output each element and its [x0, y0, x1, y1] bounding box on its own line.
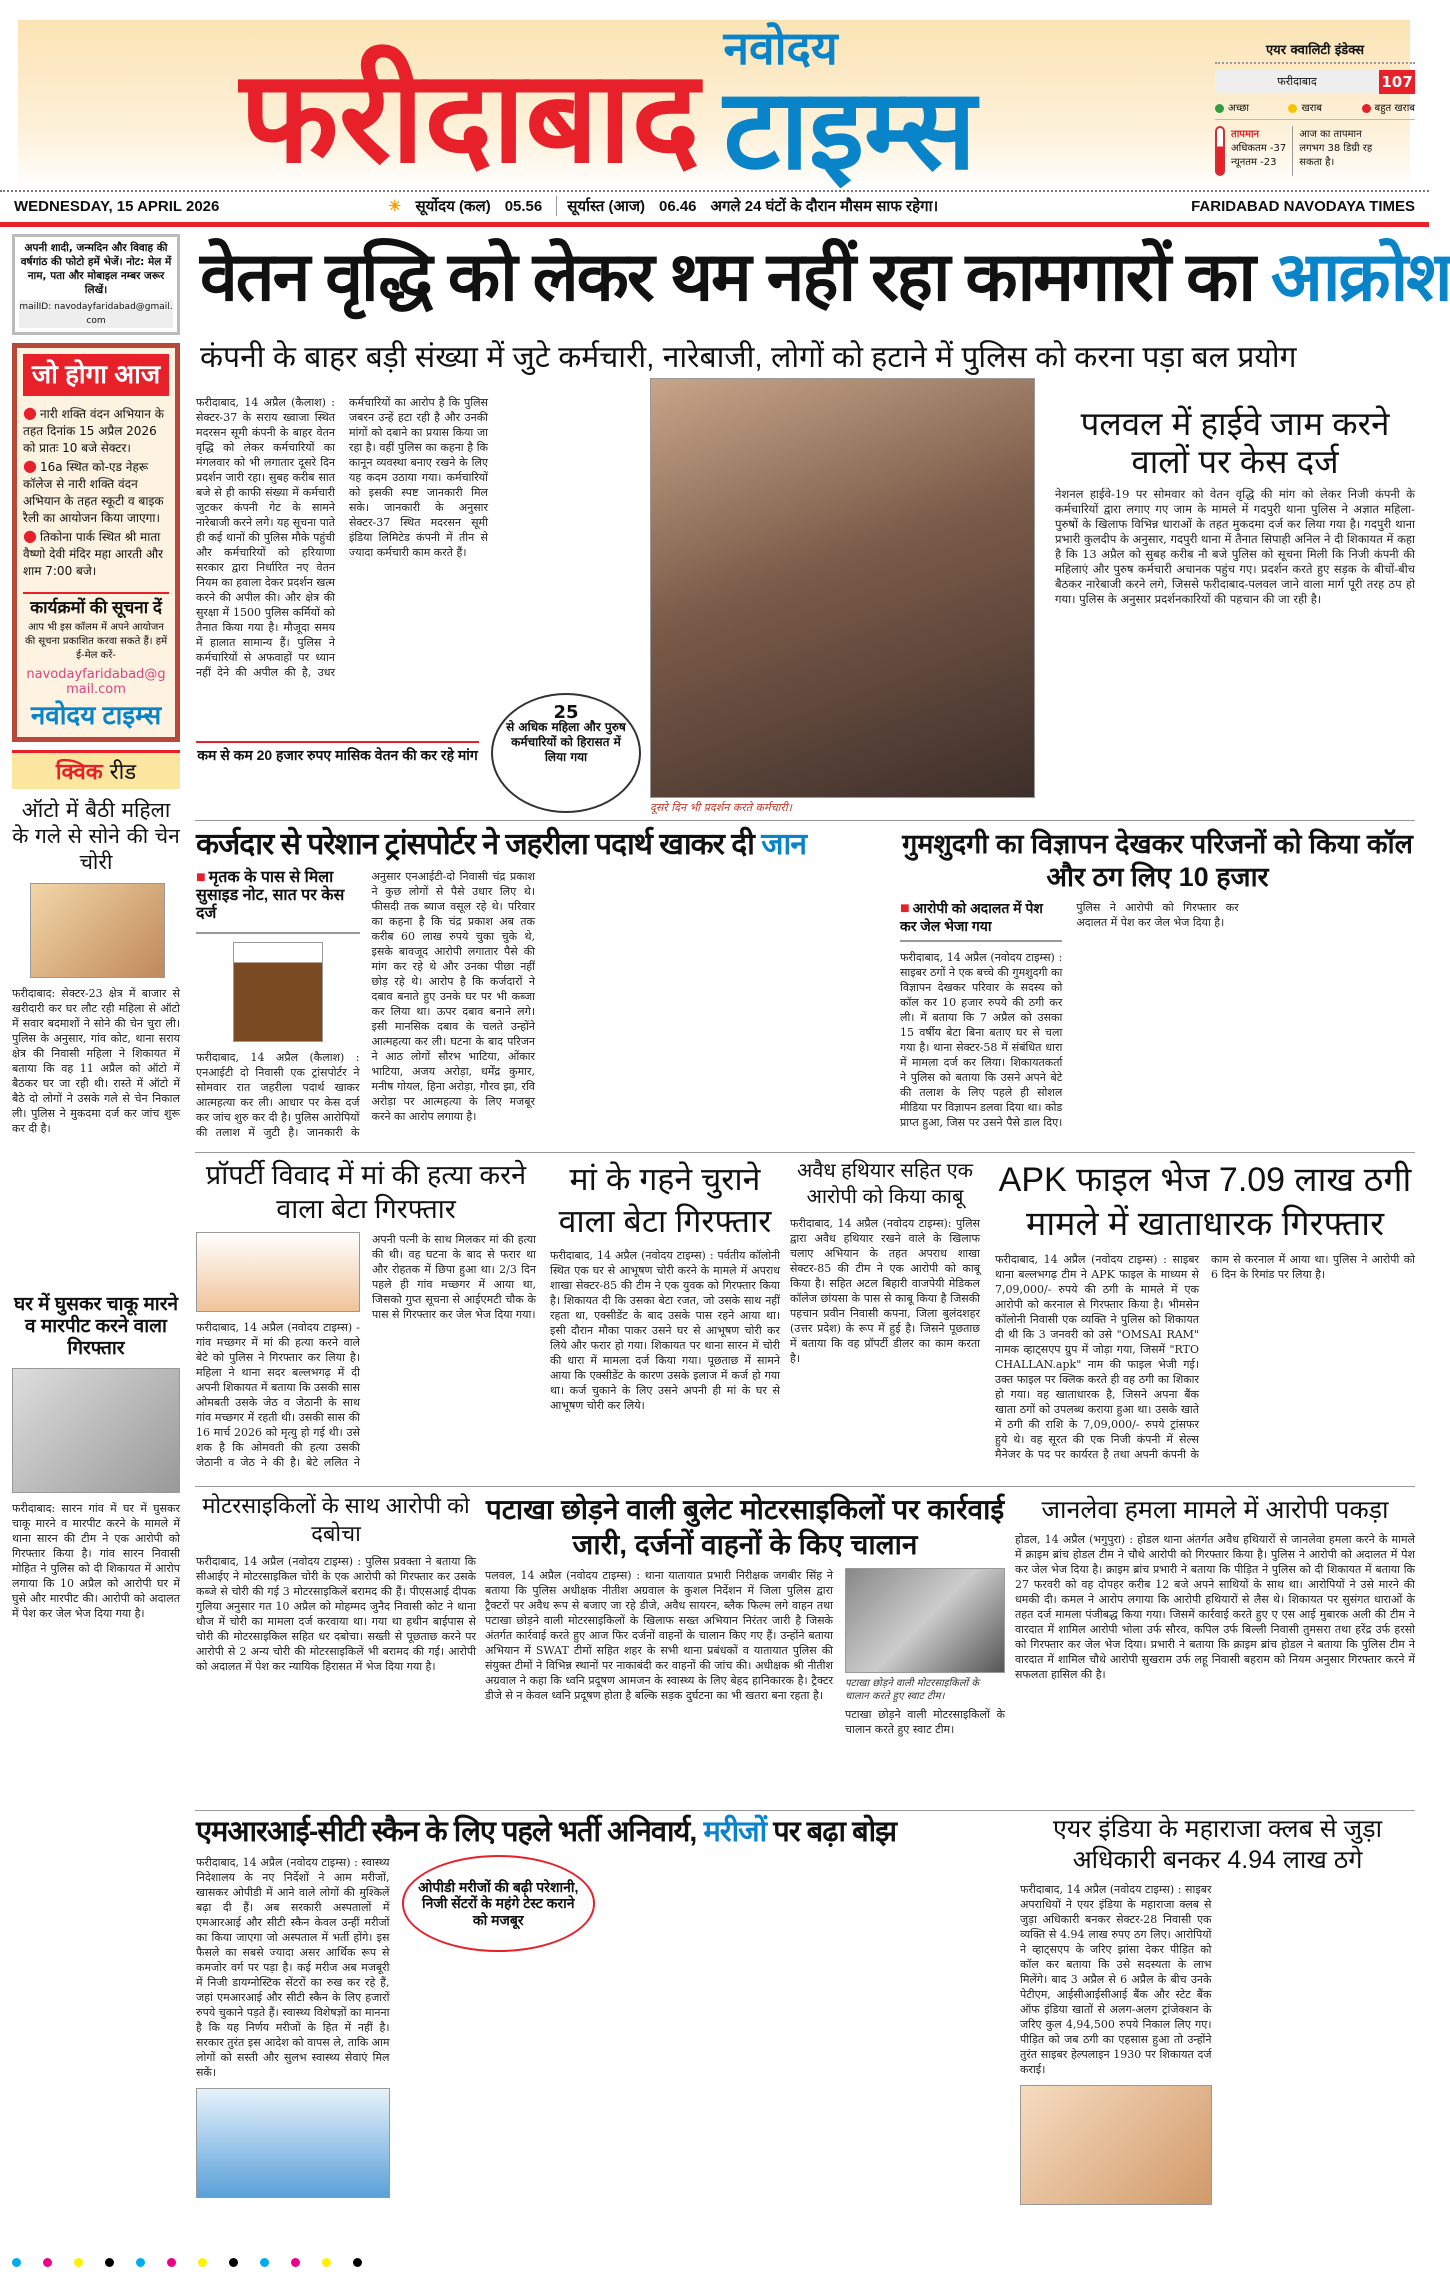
mri-article	[196, 1816, 1006, 2230]
airindia-columns	[1020, 1882, 1415, 2230]
aqi-legend-good: अच्छा	[1215, 100, 1249, 114]
assault-body: होडल, 14 अप्रैल (भगुपुरा) : होडल थाना अंतर्गत अवैध हथियारों से जानलेवा हमला करने के मामले में क्राइम ब्रांच होडल टीम ने चौथे आरोपी को गिरफ्तार किया है। पुलिस ने आरोपी को अदालत में पेश कर जेल भेज दिया है। क्राइम ब्रांच प्रभारी ने बताया कि पीड़ित ने पुलिस को दी शिकायत में बताया कि 27 फरवरी को वह दोपहर करीब 12 बजे अपने साथियों के साथ था। आरोपियों ने उसे मारने की धमकी दी। कमल ने आरोप लगाया कि आरोपी हथियारों से लैस थे। शिकायत पर सुसंगत धाराओं के तहत दर्ज मामला पंजीबद्ध किया गया। जिसमें कार्रवाई करते हुए ए एस आई मुबारक अली की टीम ने वारदात में शामिल आरोपी भोला उर्फ सौरव, कपिल उर्फ बिल्ली निवासी तुमसरा तथा हरेंद्र उर्फ हरसो को गिरफ्तार कर जेल भेज दिया। प्रभारी ने बताया कि क्राइम ब्रांच होडल ने बताया कि पुलिस टीम ने वारदात में शामिल चौथे आरोपी सुखराम उर्फ लहू निवासी बहराम को नियम अनुसार गिरफ्तार करने में सफलता हासिल की है।	[1015, 1533, 1415, 1681]
lead-article	[196, 395, 641, 815]
quick-read-a: क्विक	[55, 760, 103, 786]
airindia-body: फरीदाबाद, 14 अप्रैल (नवोदय टाइम्स) : साइबर अपराधियों ने एयर इंडिया के महाराजा क्लब से जुड़ा अधिकारी बनकर सेक्टर-28 निवासी एक व्यक्ति से 4.94 लाख रुपए ठग लिए। आरोपियों ने व्हाट्सएप के जरिए झांसा देकर पीड़ित को कॉल कर बताया कि उसे सदस्यता के लाभ मिलेंगे। बाद 3 अप्रैल से 6 अप्रैल के बीच उनके पेटीएम, आईसीआईसीआई बैंक और स्टेट बैंक ऑफ इंडिया खातों से अलग-अलग ट्रांजेक्शन के जरिए कुल 4,94,500 रुपये निकाल लिए गए। पीड़ित को जब ठगी का एहसास हुआ तो उन्होंने तुरंत साइबर हेल्पलाइन 1930 पर शिकायत दर्ज कराई।	[1020, 1883, 1212, 2076]
missing-article	[900, 828, 1415, 1146]
fireworks-body: पलवल, 14 अप्रैल (नवोदय टाइम्स) : थाना यातायात प्रभारी निरीक्षक जगबीर सिंह ने बताया कि पुलिस अधीक्षक नीतीश अग्रवाल के कुशल निर्देशन में जिला पुलिस द्वारा ट्रैक्टरों पर अवैध रूप से बजाए जा रहे डीजे, अवैध सायरन, ब्लैक फिल्म लगे वाहन तथा पटाखा छोड़ने वाली मोटरसाइकिलों के खिलाफ सख्त अभियान निरंतर जारी है जिसके अंतर्गत कार्रवाई करते हुए आज फिर दर्जनों वाहनों के चालान किए गए हैं। उन्होंने बताया अभियान में SWAT टीमों सहित शहर के सभी थाना प्रबंधकों व यातायात पुलिस की संयुक्त टीमों ने विभिन्न स्थानों पर नाकाबंदी कर वाहनों की जांच की। अधीक्षक श्री नीतीश अग्रवाल ने कहा कि ध्वनि प्रदूषण आमजन के स्वास्थ्य के लिए बेहद हानिकारक है। ट्रैक्टर डीजे से न केवल ध्वनि प्रदूषण होता है बल्कि सड़क दुर्घटना का भी खतरा बना रहता है।	[485, 1569, 833, 1702]
handcuffs-illustration	[196, 1232, 360, 1312]
story-headline: घर में घुसकर चाकू मारने व मारपीट करने वाला गिरफ्तार	[13, 1294, 179, 1360]
story-headline: ऑटो में बैठी महिला के गले से सोने की चेन चोरी	[12, 798, 180, 875]
today-title: जो होगा आज	[23, 354, 169, 396]
motorcycle-body: फरीदाबाद, 14 अप्रैल (नवोदय टाइम्स) : पुलिस प्रवक्ता ने बताया कि सीआईए ने मोटरसाइकिल चोरी के एक आरोपी को गिरफ्तार कर उसके कब्जे से चोरी की गई 3 मोटरसाइकिलें बरामद की हैं। पीएसआई दीपक गुलिया अनुसार गत 10 अप्रैल को मोहम्मद जुनैद निवासी कोट ने थाना धौज में चोरी का मामला दर्ज करवाया था। गया था हथीन बाईपास से चोरी की मोटरसाइकिल सहित धर दबोचा। सख्ती से पूछताछ करने पर आरोपी से 2 अन्य चोरी की मोटरसाइकिलें भी बरामद की गई। आरोपी को अदालत में पेश कर न्यायिक हिरासत में भेज दिया गया है।	[196, 1555, 476, 1673]
property-body: फरीदाबाद, 14 अप्रैल (नवोदय टाइम्स) - गांव मच्छगर में मां की हत्या करने वाले बेटे को पुलिस ने गिरफ्तार कर लिया है। महिला ने थाना सदर बल्लभगढ़ में दी अपनी शिकायत में बताया कि उसकी सास ओमबती उसके जेठ व जेठानी के साथ गांव मच्छगर में रहती थी। उसकी सास की 16 मार्च 2026 को मृत्यु हो गई थी। उसे शक है कि ओमवती की हत्या उसकी जेठानी व जेठ ने की है। बेटे ललित ने अपनी पत्नी के साथ मिलकर मां की हत्या की थी। वह घटना के बाद से फरार था और रोहतक में छिपा हुआ था। 2/3 दिन पहले ही गांव मच्छगर में आया था, जिसको गुप्त सूचना से आईएमटी चौक के पास से गिरफ्तार कर जेल भेज दिया गया।	[196, 1233, 536, 1469]
transporter-headline: कर्जदार से परेशान ट्रांसपोर्टर ने जहरीला पदार्थ खाकर दी जान	[196, 828, 806, 861]
missing-body: फरीदाबाद, 14 अप्रैल (नवोदय टाइम्स) : साइबर ठगों ने एक बच्चे की गुमशुदगी का विज्ञापन देखकर परिवार के सदस्य को कॉल कर 10 हजार रुपये की ठगी कर ली। में बताया कि 7 अप्रैल को उसका 15 वर्षीय बेटा बिना बताए घर से चला गया है। थाना सेक्टर-58 में संबंधित धारा में मामला दर्ज कर लिया। शिकायतकर्ता ने पुलिस को बताया कि उसने अपने बेटे की तलाश के लिए पहले ही सोशल मीडिया पर विज्ञापन डलवा दिया था। कोड प्राप्त हुआ, जिस पर उसने पैसे डाल दिए। पुलिस ने आरोपी को गिरफ्तार कर अदालत में पेश कर जेल भेज दिया है।	[900, 901, 1239, 1130]
temp-min: न्यूनतम -23	[1231, 157, 1277, 168]
aqi-value: 107	[1379, 70, 1415, 94]
assault-article	[1015, 1492, 1415, 1806]
events-mail[interactable]: navodayfaridabad@gmail.com	[26, 667, 166, 698]
assault-headline: जानलेवा हमला मामले में आरोपी पकड़ा	[1041, 1496, 1389, 1524]
transporter-article	[196, 828, 886, 1146]
missing-headline: गुमशुदगी का विज्ञापन देखकर परिजनों को किया कॉल और ठग लिए 10 हजार	[902, 829, 1413, 892]
transporter-columns	[196, 869, 886, 1147]
lead-subbox: कम से कम 20 हजार रुपए मासिक वेतन की कर रहे मांग	[196, 741, 479, 763]
divider	[195, 1152, 1415, 1153]
jewelry-body: फरीदाबाद, 14 अप्रैल (नवोदय टाइम्स) : पर्वतीय कॉलोनी स्थित एक घर से आभूषण चोरी करने के मामले में अपराध शाखा सेक्टर-85 की टीम ने एक युवक को गिरफ्तार किया है। शिकायत दी कि उसका बेटा रजत, जो उसके साथ नहीं रहता था, एक्सीडेंट के बाद उसके पास रहने आया था। इसी दौरान मौका पाकर उसने घर से आभूषण चोरी कर लिये और फरार हो गया। शिकायत पर थाना सारन में चोरी की धारा में मामला दर्ज किया गया। पूछताछ में सामने आया कि एक्सीडेंट के कारण उसके इलाज में कर्ज हो गया था। कर्ज चुकाने के लिए उसने अपनी ही मां के घर से आभूषण चोरी कर लिये।	[550, 1249, 780, 1412]
airindia-headline: एयर इंडिया के महाराजा क्लब से जुड़ा अधिकारी बनकर 4.94 लाख ठगे	[1052, 1815, 1383, 1874]
fireworks-photo	[845, 1568, 1005, 1673]
poison-bottle-icon	[233, 942, 323, 1042]
missing-kicker: ■ आरोपी को अदालत में पेश कर जेल भेजा गया	[900, 900, 1062, 942]
jewelry-headline: मां के गहने चुराने वाला बेटा गिरफ्तार	[558, 1161, 772, 1239]
apk-article	[995, 1158, 1415, 1482]
aqi-city: फरीदाबाद	[1215, 70, 1379, 94]
fireworks-article	[485, 1492, 1005, 1806]
lead-callout: 25 से अधिक महिला और पुरुष कर्मचारियों को हिरासत में लिया गया	[491, 693, 641, 813]
transporter-body: फरीदाबाद, 14 अप्रैल (कैलाश) : एनआईटी दो निवासी एक ट्रांसपोर्टर ने सोमवार रात जहरीला पदार्थ खाकर आत्महत्या कर ली। आधार पर केस दर्ज कर जांच शुरु कर दी है। पुलिस आरोपियों की तलाश में जुटी है। जानकारी के अनुसार एनआईटी-दो निवासी चंद्र प्रकाश ने कुछ लोगों से पैसे उधार लिए थे। फीसदी तक ब्याज वसूल रहे थे। परिवार का कहना है कि चंद्र प्रकाश अब तक करीब 60 लाख रुपये चुका चुके थे, इसके बावजूद आरोपी लगातार पैसे की मांग कर रहे थे और उनका पीछा नहीं छोड़ रहे थे। आरोप है कि कर्जदारों ने दबाव बनाते हुए उनके घर पर भी कब्जा कर लिया था। ऊपर दबाव बनाने लगे। इसी मानसिक दबाव के चलते उन्होंने आत्महत्या कर ली। घटना के बाद परिजन ने आठ लोगों सौरभ भाटिया, ओंकार भाटिया, अजय अरोड़ा, धर्मेंद्र कुमार, मनीष गोयल, हिना अरोड़ा, गौरव झा, रवि अरोड़ा पर आत्महत्या के लिए मजबूर करने का आरोप लगाया है।	[196, 869, 535, 1139]
paper-name: FARIDABAD NAVODAYA TIMES	[1191, 197, 1415, 215]
aqi-panel	[1215, 40, 1415, 176]
lead-caption: दूसरे दिन भी प्रदर्शन करते कर्मचारी।	[650, 801, 792, 814]
masthead-title-red: फरीदाबाद	[240, 46, 700, 189]
story-body: फरीदाबाद: सारन गांव में घर में घुसकर चाकू मारने व मारपीट करने के मामले में थाना सारन की टीम ने एक आरोपी को गिरफ्तार किया है। गांव सारन निवासी मोहित ने पुलिस को दी शिकायत में आरोप लगाया कि 10 अप्रैल को आरोपी घर में घुसे और मारपीट की। आरोपी को अदालत में पेश कर जेल भेज दिया गया है।	[12, 1501, 180, 1620]
divider	[195, 1486, 1415, 1487]
mri-callout: ओपीडी मरीजों की बढ़ी परेशानी, निजी सेंटरों के महंगे टेस्ट कराने को मजबूर	[402, 1855, 596, 1951]
notice-mail[interactable]: mailID: navodayfaridabad@gmail.com	[19, 302, 173, 326]
divider	[195, 1810, 1415, 1811]
temp-max: अधिकतम -37	[1231, 143, 1287, 154]
today-item: ● 16a स्थित को-एड नेहरू कॉलेज से नारी शक्ति वंदन अभियान के तहत स्कूटी व बाइक रैली का आयोजन किया जाएगा।	[23, 455, 164, 525]
property-columns	[196, 1232, 536, 1482]
sunset-time: 06.46	[658, 197, 697, 215]
lead-photo	[650, 378, 1035, 798]
weapon-body: फरीदाबाद, 14 अप्रैल (नवोदय टाइम्स): पुलिस द्वारा अवैध हथियार रखने वाले के खिलाफ चलाए अभियान के तहत अपराध शाखा सेक्टर-85 की टीम ने एक आरोपी को काबू किया है। सहित अटल बिहारी वाजपेयी मेडिकल कॉलेज छांयसा के पास से काबू किया है जिसकी पहचान प्रवीन निवासी कपना, जिला बुलंदशहर (उत्तर प्रदेश) के रूप में हुई है। जिसने पूछताछ में बताया कि वह प्रॉपर्टी डीलर का काम करता है।	[790, 1217, 980, 1365]
motorcycle-article	[196, 1492, 476, 1806]
airindia-illustration	[1020, 2085, 1212, 2205]
sunrise-time: 05.56	[504, 197, 543, 215]
airindia-article	[1020, 1814, 1415, 2230]
masthead-title	[240, 22, 977, 192]
mri-body: फरीदाबाद, 14 अप्रैल (नवोदय टाइम्स) : स्वास्थ्य निदेशालय के नए निर्देशों ने आम मरीजों, खासकर ओपीडी में आने वाले लोगों की मुश्किलें बढ़ा दी हैं। अब सरकारी अस्पतालों में एमआरआई और सीटी स्कैन केवल उन्हीं मरीजों का किया जाएगा जो अस्पताल में भर्ती होंगे। इस फैसले का सबसे ज्यादा असर आर्थिक रूप से कमजोर वर्ग पर पड़ा है। कई मरीज अब मजबूरी में निजी डायग्नोस्टिक सेंटरों का रुख कर रहे हैं, जहां एमआरआई और सीटी स्कैन के लिए हजारों रुपये चुकाने पड़ते हैं। स्वास्थ्य विशेषज्ञों का मानना है कि यह निर्णय मरीजों के हित में नहीं है। सरकार तुरंत इस आदेश को वापस ले, ताकि आम लोगों को सस्ती और सुलभ स्वास्थ्य सेवाएं मिल सकें।	[196, 1856, 390, 2080]
brand-logo: नवोदय टाइम्स	[30, 700, 162, 731]
temp-note: आज का तापमान लगभग 38 डिग्री रह सकता है।	[1299, 129, 1373, 168]
fireworks-headline: पटाखा छोड़ने वाली बुलेट मोटरसाइकिलों पर कार्रवाई जारी, दर्जनों वाहनों के किए चालान	[485, 1494, 1005, 1560]
transporter-kicker: ■ मृतक के पास से मिला सुसाइड नोट, सात पर केस दर्ज	[196, 869, 360, 934]
aqi-legend-bad: खराब	[1288, 100, 1322, 114]
photo-notice-box	[12, 234, 180, 335]
weather-forecast: अगले 24 घंटों के दौरान मौसम साफ रहेगा।	[710, 198, 939, 215]
weapon-article	[790, 1158, 980, 1482]
events-box	[12, 343, 180, 742]
property-headline: प्रॉपर्टी विवाद में मां की हत्या करने वाला बेटा गिरफ्तार	[205, 1160, 527, 1224]
date: WEDNESDAY, 15 APRIL 2026	[14, 197, 220, 215]
apk-headline: APK फाइल भेज 7.09 लाख ठगी मामले में खाताधारक गिरफ्तार	[998, 1161, 1412, 1243]
temp-label: तापमान	[1231, 129, 1260, 140]
events-title: कार्यक्रमों की सूचना दें	[30, 597, 162, 617]
lead-body: फरीदाबाद, 14 अप्रैल (कैलाश) : सेक्टर-37 के सराय ख्वाजा स्थित मदरसन सूमी कंपनी के बाहर वेतन वृद्धि को लेकर कर्मचारियों का मंगलवार को भी लगातार दूसरे दिन प्रदर्शन जारी रहा। सुबह करीब सात बजे से ही काफी संख्या में कर्मचारी जुटकर कंपनी गेट के सामने नारेबाजी करने लगे। यह सूचना पाते ही कई थानों की पुलिस मौके पहुंची और कर्मचारियों को हरियाणा सरकार द्वारा निर्धारित नए वेतन नियम का हवाला देकर प्रदर्शन खत्म करने की अपील की। और क्षेत्र की सुरक्षा में 1500 पुलिस कर्मियों को तैनात किया गया है। मौजूदा समय में हालात सामान्य हैं। पुलिस ने कर्मचारियों से अफवाहों पर ध्यान नहीं देने की अपील की है, उधर कर्मचारियों का आरोप है कि पुलिस जबरन उन्हें हटा रही है और उनकी मांगों को दबाने का प्रयास किया जा रहा है। वहीं पुलिस का कहना है कि कानून व्यवस्था बनाए रखने के लिए यह कदम उठाया गया। कर्मचारियों को इसकी स्पष्ट जानकारी मिल सके। जानकारी के अनुसार सेक्टर-37 स्थित मदरसन सूमी इंडिया लिमिटेड कंपनी में तीन से ज्यादा कर्मचारी काम करते हैं।	[196, 396, 488, 679]
divider	[0, 222, 1429, 227]
quick-read-banner	[12, 750, 180, 789]
missing-columns	[900, 900, 1415, 1146]
palwal-article	[1055, 405, 1415, 810]
mri-columns	[196, 1855, 1006, 2230]
sunrise-label: सूर्योदय (कल)	[415, 198, 491, 215]
lead-headline: वेतन वृद्धि को लेकर थम नहीं रहा कामगारों का आक्रोश	[200, 239, 1450, 315]
story-photo	[12, 1368, 180, 1493]
motorcycle-headline: मोटरसाइकिलों के साथ आरोपी को दबोचा	[202, 1493, 470, 1546]
fireworks-caption: पटाखा छोड़ने वाली मोटरसाइकिलों के चालान करते हुए स्वाट टीम।	[845, 1678, 980, 1702]
palwal-headline: पलवल में हाईवे जाम करने वालों पर केस दर्ज	[1080, 405, 1390, 480]
mri-headline: एमआरआई-सीटी स्कैन के लिए पहले भर्ती अनिवार्य, मरीजों पर बढ़ा बोझ	[196, 1816, 897, 1848]
masthead-title-blue-top: नवोदय	[723, 22, 838, 74]
color-registration-bar	[12, 2255, 1417, 2269]
quick-read-b: रीड	[109, 760, 137, 786]
story-illustration	[30, 883, 165, 978]
jewelry-article	[550, 1158, 780, 1482]
lead-subheadline: कंपनी के बाहर बड़ी संख्या में जुटे कर्मचारी, नारेबाजी, लोगों को हटाने में पुलिस को करना पड़ा बल प्रयोग	[200, 341, 1297, 374]
palwal-body: नेशनल हाईवे-19 पर सोमवार को वेतन वृद्धि की मांग को लेकर निजी कंपनी के कर्मचारियों द्वारा लगाए गए जाम के मामले में गदपुरी थाना पुलिस ने अज्ञात महिला-पुरुषों के खिलाफ विभिन्न धाराओं के तहत मुकदमा दर्ज कर लिया गया है। गदपुरी थाना प्रभारी कुलदीप के अनुसार, गदपुरी थाना में तैनात सिपाही अनिल ने दी शिकायत में कहा है कि 13 अप्रैल को सुबह करीब नौ बजे पुलिस को सूचना मिली कि निजी कंपनी की महिलाएं और पुरुष कर्मचारी अचानक पहुंच गए। प्रदर्शन करते हुए सड़क के बीचों-बीच बैठकर नारेबाजी करने लगे, जिससे फरीदाबाद-पलवल जाने वाला मार्ग पूरी तरह ठप हो गया। पुलिस के अनुसार प्रदर्शनकारियों की पहचान की जा रही है।	[1055, 487, 1415, 606]
date-bar	[0, 190, 1429, 220]
today-item: ● नारी शक्ति वंदन अभियान के तहत दिनांक 15 अप्रैल 2026 को प्रातः 10 बजे सेक्टर।	[23, 402, 164, 455]
sun-icon: ☀	[388, 198, 402, 215]
property-article	[196, 1158, 536, 1482]
notice-text: अपनी शादी, जन्मदिन और विवाह की वर्षगांठ की फोटो हमें भेजें। नोट: मेल में नाम, पता और मोबाइल नम्बर जरूर लिखें।	[20, 242, 172, 296]
events-text: आप भी इस कॉलम में अपने आयोजन की सूचना प्रकाशित करवा सकते हैं। हमें ई-मेल करें-	[24, 622, 168, 662]
divider	[195, 820, 1415, 821]
weapon-headline: अवैध हथियार सहित एक आरोपी को किया काबू	[796, 1160, 974, 1208]
aqi-legend-very-bad: बहुत खराब	[1362, 100, 1415, 114]
story-body: फरीदाबाद: सेक्टर-23 क्षेत्र में बाजार से खरीदारी कर घर लौट रही महिला से ऑटो में सवार बदमाशों ने सोने की चेन चुरा ली। पुलिस के अनुसार, गांव कोट, थाना सराय क्षेत्र की निवासी महिला ने शिकायत में बताया कि वह 11 अप्रैल को ऑटो में बैठकर घर जा रही थी। रास्ते में ऑटो में बैठे दो लोगों ने उसके गले से चेन निकाल ली। पुलिस ने मुकदमा दर्ज कर जांच शुरू कर दी है।	[12, 987, 180, 1136]
thermometer-icon	[1215, 126, 1225, 176]
aqi-label: एयर क्वालिटी इंडेक्स	[1215, 40, 1415, 64]
hospital-illustration	[196, 2088, 390, 2198]
sidebar	[12, 234, 180, 2230]
apk-body: फरीदाबाद, 14 अप्रैल (नवोदय टाइम्स) : साइबर थाना बल्लभगढ़ टीम ने APK फाइल के माध्यम से 7,09,000/- रुपये की ठगी के मामले में एक आरोपी को करनाल से गिरफ्तार किया है। भीमसेन कॉलोनी निवासी एक व्यक्ति ने पुलिस को शिकायत दी थी कि 3 जनवरी को उसे "OMSAI RAM" नामक व्हाट्सएप ग्रुप में जोड़ा गया, जिसमें "RTO CHALLAN.apk" नाम की फाइल भेजी गई। उक्त फाइल पर क्लिक करते ही वह ठगी का शिकार हो गया। वह खाताधारक है, जिसने अपना बैंक खाता ठगों को उपलब्ध कराया हुआ था। उसके खाते में ठगी की राशि के 7,09,000/- रुपये ट्रांसफर हुये थे। वह सूरत की एक निजी कंपनी में सेल्स मैनेजर के पद पर कार्यरत है तथा अपनी कंपनी के काम से करनाल में आया था। पुलिस ने आरोपी को 6 दिन के रिमांड पर लिया है।	[995, 1253, 1415, 1461]
today-item: ● तिकोना पार्क स्थित श्री माता वैष्णो देवी मंदिर महा आरती और शाम 7:00 बजे।	[23, 525, 164, 578]
fireworks-body-cont: पटाखा छोड़ने वाली मोटरसाइकिलों के चालान करते हुए स्वाट टीम।	[845, 1708, 1005, 1736]
masthead-title-blue: टाइम्स	[723, 67, 977, 192]
sunset-label: सूर्यास्त (आज)	[556, 196, 645, 216]
